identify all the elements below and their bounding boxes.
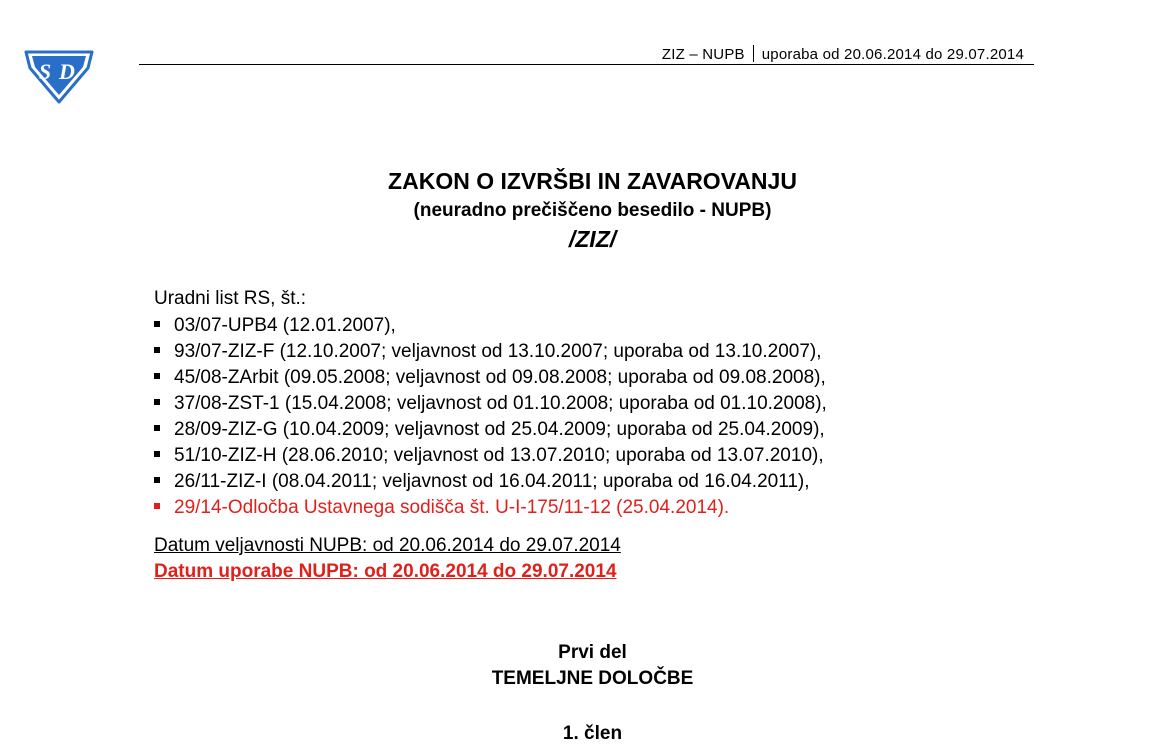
gazette-item: 51/10-ZIZ-H (28.06.2010; veljavnost od 13.07.2010; uporaba od 13.07.2010),	[154, 443, 827, 469]
gazette-item: 93/07-ZIZ-F (12.10.2007; veljavnost od 13.10.2007; uporaba od 13.10.2007),	[154, 339, 827, 365]
svg-text:D: D	[59, 59, 75, 84]
sd-logo-icon	[22, 46, 96, 104]
validity-date: Datum veljavnosti NUPB: od 20.06.2014 do 29.07.2014	[154, 535, 621, 556]
gazette-item-highlighted: 29/14-Odločba Ustavnega sodišča št. U-I-175/11-12 (25.04.2014).	[154, 495, 827, 521]
law-abbreviation: /ZIZ/	[568, 226, 617, 252]
document-subtitle: (neuradno prečiščeno besedilo - NUPB)	[413, 200, 772, 221]
running-header	[662, 45, 1024, 63]
part-title: TEMELJNE DOLOČBE	[491, 668, 694, 689]
article-heading: 1. člen	[562, 723, 623, 744]
bullet-icon	[154, 347, 160, 353]
bullet-icon	[154, 477, 160, 483]
application-date: Datum uporabe NUPB: od 20.06.2014 do 29.07.2014	[154, 561, 617, 582]
gazette-item: 45/08-ZArbit (09.05.2008; veljavnost od 09.08.2008; uporaba od 09.08.2008),	[154, 365, 827, 391]
part-heading: Prvi del	[558, 642, 627, 663]
gazette-item: 26/11-ZIZ-I (08.04.2011; veljavnost od 16.04.2011; uporaba od 16.04.2011),	[154, 469, 827, 495]
bullet-icon	[154, 451, 160, 457]
bullet-icon	[154, 399, 160, 405]
gazette-heading: Uradni list RS, št.:	[154, 288, 307, 309]
bullet-icon	[154, 503, 160, 509]
gazette-item: 03/07-UPB4 (12.01.2007),	[154, 313, 827, 339]
svg-text:S: S	[38, 59, 52, 84]
bullet-icon	[154, 321, 160, 327]
gazette-item: 37/08-ZST-1 (15.04.2008; veljavnost od 01.10.2008; uporaba od 01.10.2008),	[154, 391, 827, 417]
header-rule	[139, 64, 1034, 65]
header-separator	[753, 45, 754, 62]
gazette-item: 28/09-ZIZ-G (10.04.2009; veljavnost od 25.04.2009; uporaba od 25.04.2009),	[154, 417, 827, 443]
gazette-list	[154, 313, 827, 521]
header-law-code: ZIZ – NUPB	[661, 46, 745, 63]
bullet-icon	[154, 425, 160, 431]
header-application-period: uporaba od 20.06.2014 do 29.07.2014	[761, 46, 1024, 63]
bullet-icon	[154, 373, 160, 379]
document-title: ZAKON O IZVRŠBI IN ZAVAROVANJU	[388, 168, 797, 194]
